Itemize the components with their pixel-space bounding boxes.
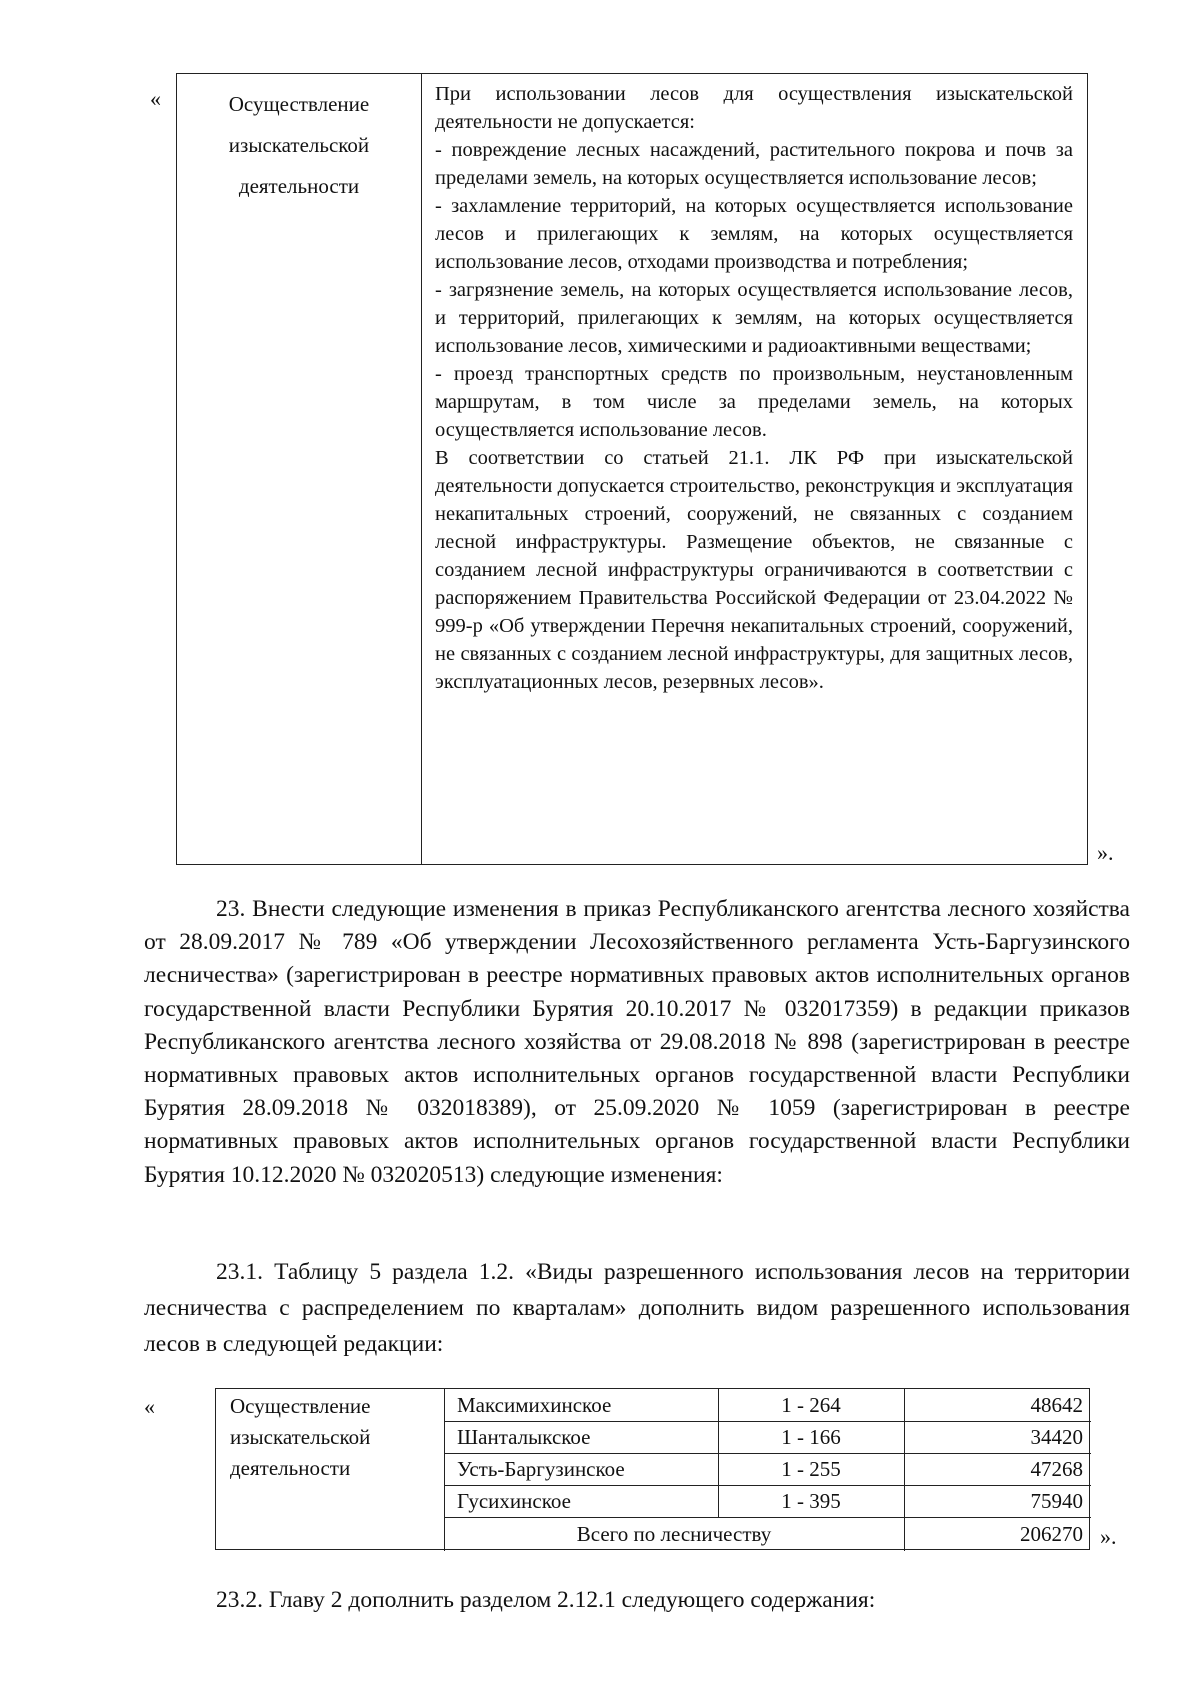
activity-name-line: изыскательской (230, 1425, 371, 1449)
rules-paragraph: - загрязнение земель, на которых осуществляется использование лесов, и территорий, прилегающих к землям, на которых осуществляется использование лесов, химическими и радиоактивными веществами; (435, 279, 1073, 357)
activity-name-line: деятельности (230, 1456, 351, 1480)
table2-open-quote: « (144, 1394, 155, 1419)
rules-paragraph: - проезд транспортных средств по произвольным, неустановленным маршрутам, в том числе за пределами земель, на которых осуществляется использование лесов. (435, 363, 1073, 441)
activity-rules-cell (435, 80, 1073, 696)
forestry-name: Максимихинское (457, 1393, 612, 1417)
area-value: 34420 (1030, 1425, 1083, 1449)
quarter-range: 1 - 395 (781, 1489, 841, 1513)
paragraph-23-2: 23.2. Главу 2 дополнить разделом 2.12.1 следующего содержания: (216, 1587, 876, 1613)
forestry-areas-table (215, 1388, 1090, 1550)
area-value: 47268 (1030, 1457, 1083, 1481)
activity-name-cell (177, 84, 421, 207)
activity-table (176, 73, 1088, 865)
activity-name-cell (230, 1391, 370, 1484)
total-value: 206270 (1020, 1522, 1083, 1546)
quarter-range: 1 - 255 (781, 1457, 841, 1481)
table2-close-quote: ». (1100, 1524, 1117, 1549)
activity-name-line: изыскательской (228, 133, 370, 157)
table1-close-quote: ». (1097, 840, 1114, 865)
rules-paragraph: - повреждение лесных насаждений, растительного покрова и почв за пределами земель, на которых осуществляется использование лесов; (435, 139, 1073, 189)
table1-open-quote: « (150, 86, 161, 111)
paragraph-23-1: 23.1. Таблицу 5 раздела 1.2. «Виды разрешенного использования лесов на территории лесничества с распределением по кварталам» дополнить видом разрешенного использования лесов в следующей редакции: (144, 1259, 1130, 1357)
amendment-subsection (144, 1254, 1130, 1362)
rules-paragraph: - захламление территорий, на которых осуществляется использование лесов и прилегающих к землям, на которых осуществляется использование лесов, отходами производства и потребления; (435, 195, 1073, 273)
forestry-name: Шанталыкское (457, 1425, 591, 1449)
activity-name-line: Осуществление (228, 92, 370, 116)
quarter-range: 1 - 264 (781, 1393, 841, 1417)
rules-paragraph: В соответствии со статьей 21.1. ЛК РФ при изыскательской деятельности допускается строительство, реконструкция и эксплуатация некапитальных строений, сооружений, не связанных с созданием лесной инфраструктуры. Размещение объектов, не связанные с созданием лесной инфраструктуры ограничиваются в соответствии с распоряжением Правительства Российской Федерации от 23.04.2022 № 999-р «Об утверждении Перечня некапитальных строений, сооружений, не связанных с созданием лесной инфраструктуры, для защитных лесов, эксплуатационных лесов, резервных лесов». (435, 447, 1073, 693)
activity-name-line: деятельности (238, 174, 360, 198)
paragraph-23: 23. Внести следующие изменения в приказ Республиканского агентства лесного хозяйства от 28.09.2017 № 789 «Об утверждении Лесохозяйственного регламента Усть-Баргузинского лесничества» (зарегистрирован в реестре нормативных правовых актов исполнительных органов государственной власти Республики Бурятия 20.10.2017 № 032017359) в редакции приказов Республиканского агентства лесного хозяйства от 29.08.2018 № 898 (зарегистрирован в реестре нормативных правовых актов исполнительных органов государственной власти Республики Бурятия 28.09.2018 № 032018389), от 25.09.2020 № 1059 (зарегистрирован в реестре нормативных правовых актов исполнительных органов государственной власти Республики Бурятия 10.12.2020 № 032020513) следующие изменения: (144, 896, 1130, 1188)
column-divider (421, 74, 422, 864)
area-value: 75940 (1030, 1489, 1083, 1513)
total-label: Всего по лесничеству (576, 1522, 772, 1546)
quarter-range: 1 - 166 (781, 1425, 841, 1449)
forestry-name: Усть-Баргузинское (457, 1457, 625, 1481)
amendment-section (144, 893, 1130, 1192)
area-value: 48642 (1030, 1393, 1083, 1417)
rules-paragraph: При использовании лесов для осуществления изыскательской деятельности не допускается: (435, 83, 1073, 133)
activity-name-line: Осуществление (230, 1394, 371, 1418)
forestry-name: Гусихинское (457, 1489, 571, 1513)
